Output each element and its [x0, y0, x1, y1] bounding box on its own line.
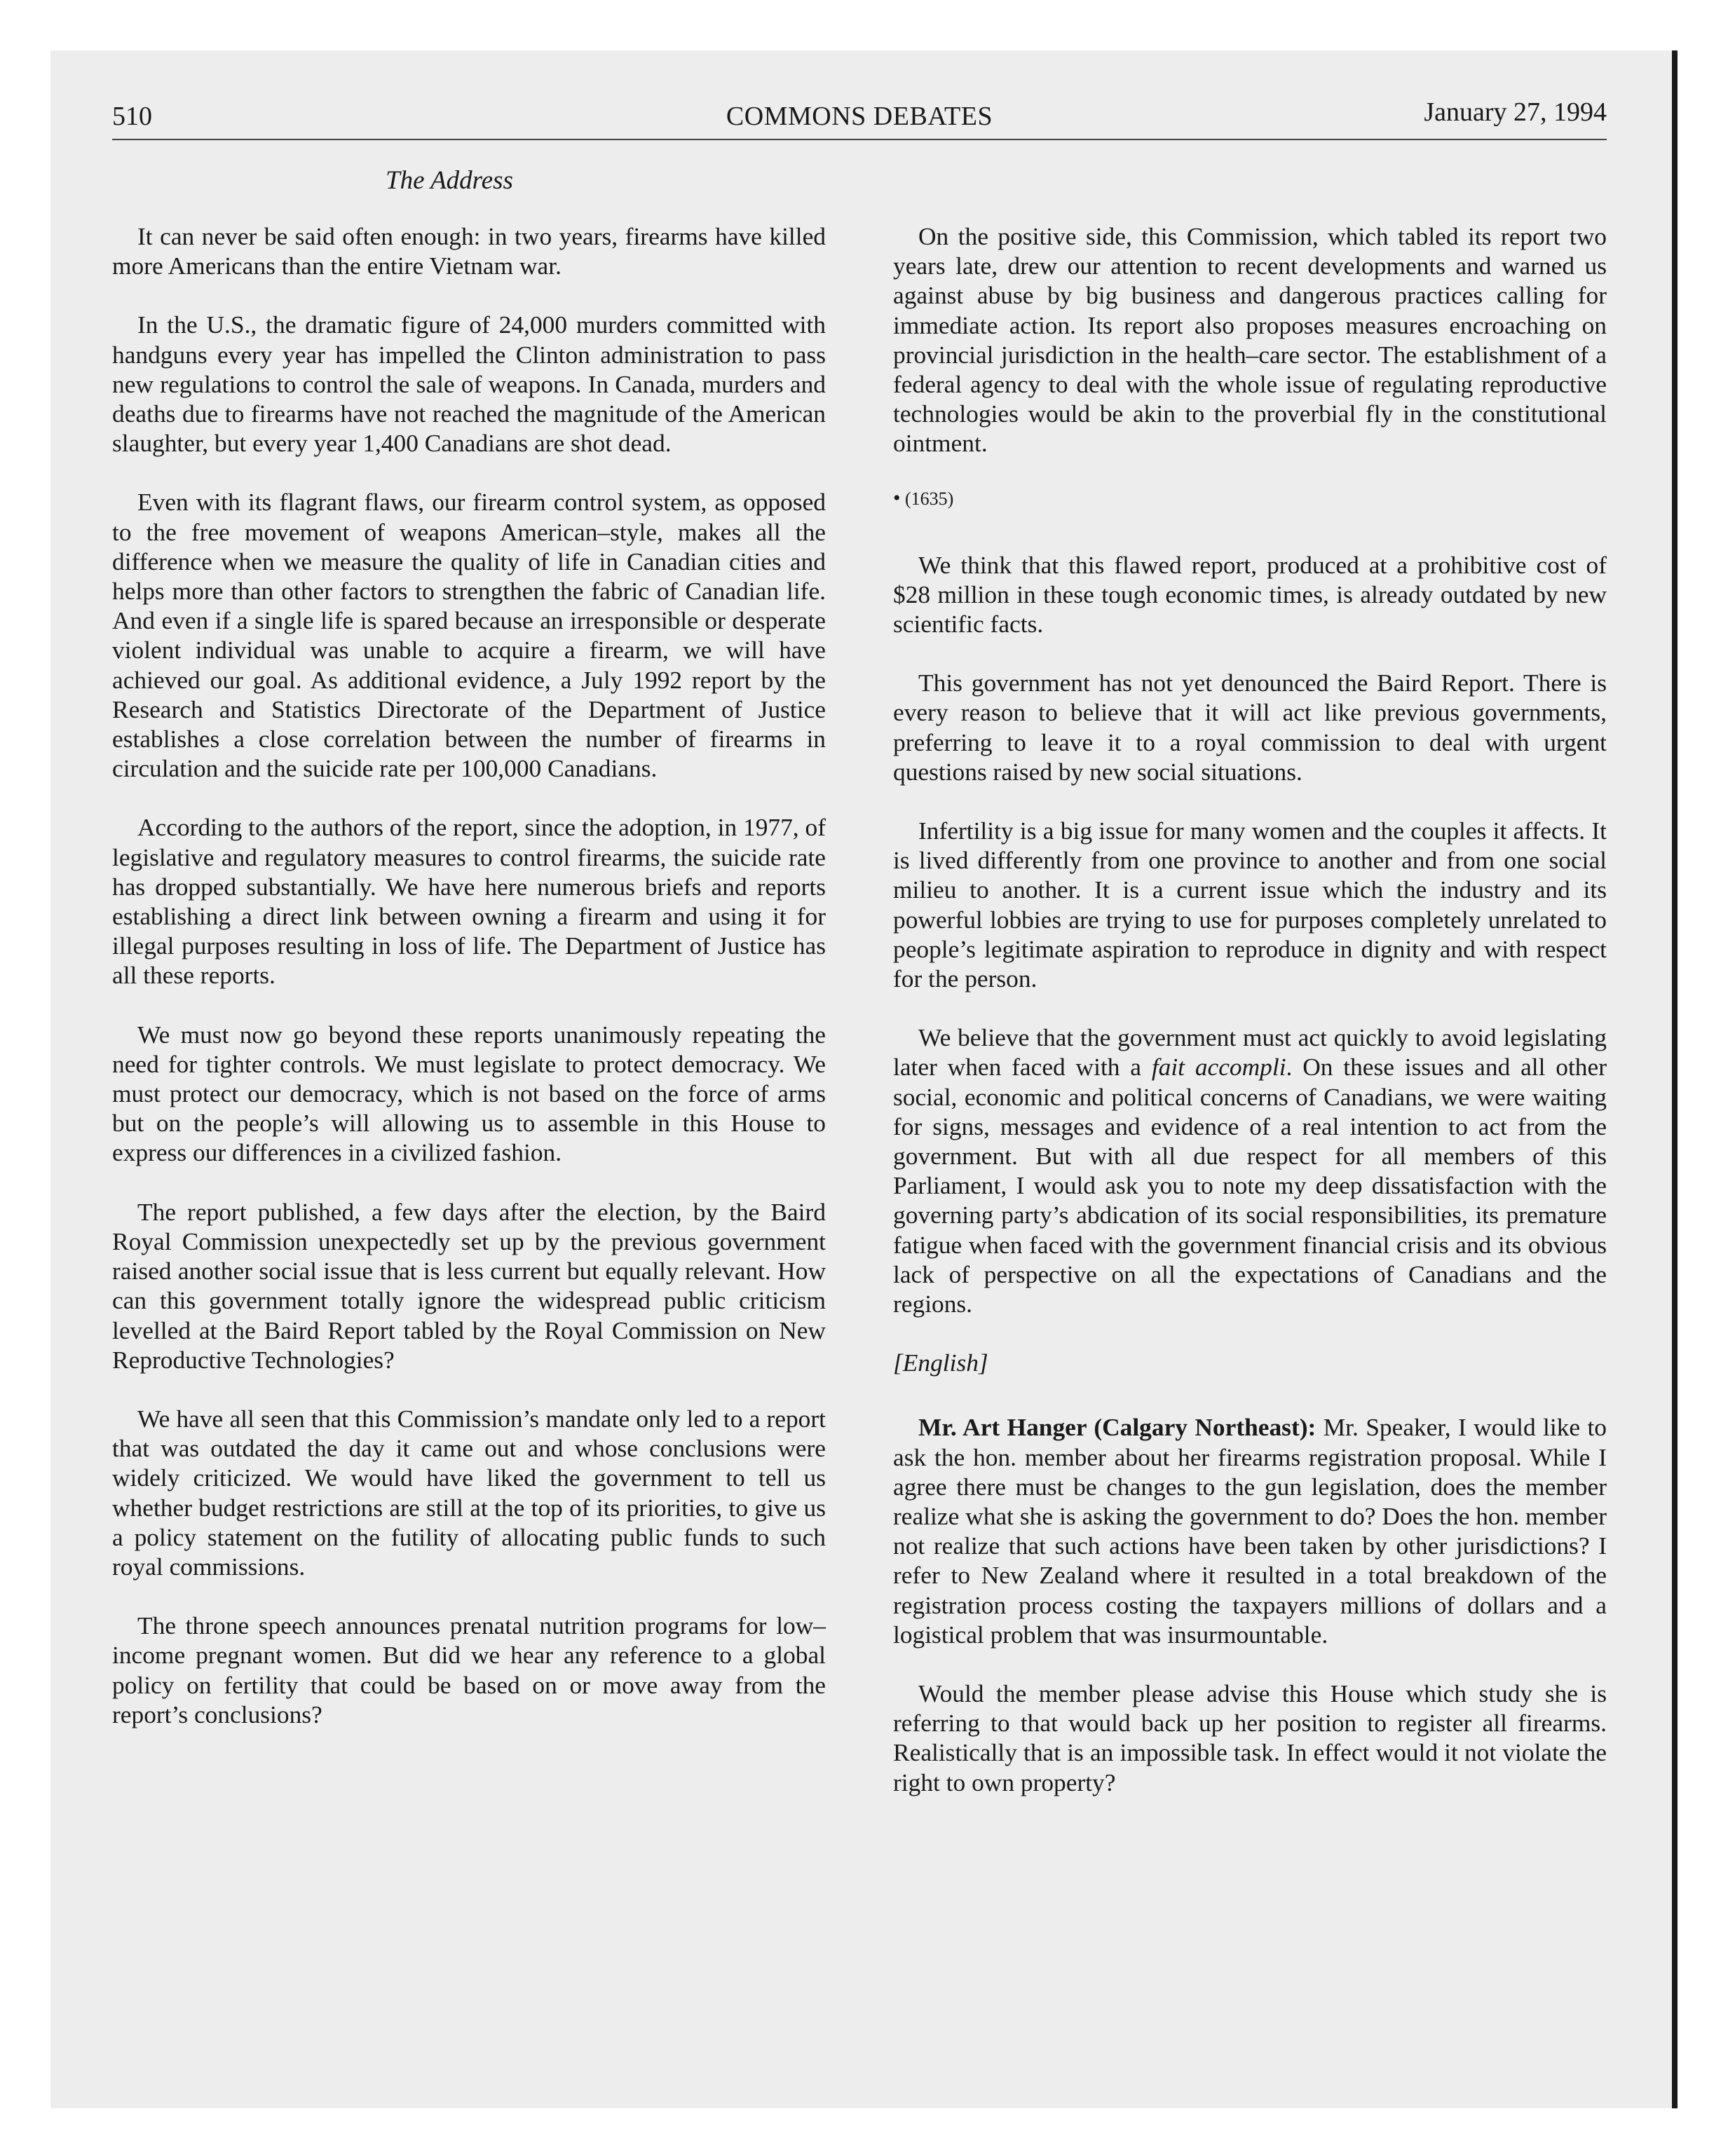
paragraph — [893, 1023, 1607, 1318]
time-marker — [893, 488, 1607, 510]
paragraph: Infertility is a big issue for many women and the couples it affects. It is lived differently from one province to another and from one social milieu to another. It is a current issue which the industry and its powerful lobbies are trying to use for purposes completely unrelated to people’s legitimate aspiration to reproduce in dignity and with respect for the person. — [893, 817, 1607, 993]
right-column — [893, 221, 1607, 1827]
italic-phrase: fait accompli — [1151, 1053, 1286, 1082]
paragraph — [893, 1412, 1607, 1649]
paragraph: On the positive side, this Commission, which tabled its report two years late, drew our attention to recent developments and warned us against abuse by big business and dangerous practices calling for immediate action. Its report also proposes measures encroaching on provincial jurisdiction in the health–care sector. The establishment of a federal agency to deal with the whole issue of regulating reproductive technologies would be akin to the proverbial fly in the constitutional ointment. — [893, 222, 1607, 458]
paragraph: In the U.S., the dramatic figure of 24,000 murders committed with handguns every year has impelled the Clinton administration to pass new regulations to control the sale of weapons. In Canada, murders and deaths due to firearms have not reached the magnitude of the American slaughter, but every year 1,400 Canadians are shot dead. — [112, 311, 826, 458]
paragraph: The throne speech announces prenatal nutrition programs for low–income pregnant women. But did we hear any reference to a global policy on fertility that could be based on or move away from the report’s conclusions? — [112, 1611, 826, 1728]
page-number: 510 — [112, 102, 152, 131]
left-column — [112, 221, 826, 1759]
paragraph: Would the member please advise this House which study she is referring to that would back up her position to register all firearms. Realistically that is an impossible task. In effect would it not violate the right to own property? — [893, 1679, 1607, 1796]
issue-date: January 27, 1994 — [1424, 97, 1607, 127]
scanned-page-background — [50, 50, 1677, 2108]
bullet-icon: • — [893, 486, 901, 510]
paragraph: It can never be said often enough: in two years, firearms have killed more Americans than the entire Vietnam war. — [112, 222, 826, 280]
journal-title: COMMONS DEBATES — [726, 102, 993, 131]
language-tag: [English] — [893, 1349, 988, 1377]
speaker-name: Mr. Art Hanger (Calgary Northeast): — [918, 1413, 1316, 1442]
paragraph-text: Mr. Speaker, I would like to ask the hon. member about her firearms registration proposal. While I agree there must be changes to the gun legislation, does the member realize what she is asking the government to do? Does the hon. member not realize that such actions have been taken by other jurisdictions? I refer to New Zealand where it resulted in a total breakdown of the registration process costing the taxpayers millions of dollars and a logistical problem that was insurmountable. — [893, 1413, 1607, 1649]
paragraph: We must now go beyond these reports unanimously repeating the need for tighter controls. We must legislate to protect democracy. We must protect our democracy, which is not based on the force of arms but on the people’s will allowing us to assemble in this House to express our differences in a civilized fashion. — [112, 1020, 826, 1167]
paragraph: We have all seen that this Commission’s mandate only led to a report that was outdated the day it came out and whose conclusions were widely criticized. We would have liked the government to tell us whether budget restrictions are still at the top of its priorities, to give us a policy statement on the futility of allocating public funds to such royal commissions. — [112, 1404, 826, 1581]
section-title: The Address — [386, 166, 513, 195]
paragraph-text: We believe that the government must act quickly to avoid legislating later when faced with a — [893, 1023, 1607, 1082]
paragraph: This government has not yet denounced the Baird Report. There is every reason to believe that it will act like previous governments, preferring to leave it to a royal commission to deal with urgent questions raised by new social situations. — [893, 669, 1607, 786]
paragraph-text: . On these issues and all other social, economic and political concerns of Canadians, we were waiting for signs, messages and evidence of a real intention to act from the government. But with all due respect for all members of this Parliament, I would ask you to note my deep dissatisfaction with the governing party’s abdication of its social responsibilities, its premature fatigue when faced with the government financial crisis and its obvious lack of perspective on all the expectations of Canadians and the regions. — [893, 1053, 1607, 1318]
paragraph: We think that this flawed report, produced at a prohibitive cost of $28 million in these tough economic times, is already outdated by new scientific facts. — [893, 550, 1607, 639]
paragraph: The report published, a few days after the election, by the Baird Royal Commission unexpectedly set up by the previous government raised another social issue that is less current but equally relevant. How can this government totally ignore the widespread public criticism levelled at the Baird Report tabled by the Royal Commission on New Reproductive Technologies? — [112, 1197, 826, 1374]
paragraph: According to the authors of the report, since the adoption, in 1977, of legislative and regulatory measures to control firearms, the suicide rate has dropped substantially. We have here numerous briefs and reports establishing a direct link between owning a firearm and using it for illegal purposes resulting in loss of life. The Department of Justice has all these reports. — [112, 813, 826, 990]
scan-edge-bar — [1672, 50, 1678, 2108]
paragraph: Even with its flagrant flaws, our firearm control system, as opposed to the free movement of weapons American–style, makes all the difference when we measure the quality of life in Canadian cities and helps more than other factors to strengthen the fabric of Canadian life. And even if a single life is spared because an irresponsible or desperate violent individual was unable to acquire a firearm, we will have achieved our goal. As additional evidence, a July 1992 report by the Research and Statistics Directorate of the Department of Justice establishes a close correlation between the number of firearms in circulation and the suicide rate per 100,000 Canadians. — [112, 488, 826, 783]
running-header — [112, 97, 1607, 140]
time-stamp: (1635) — [905, 488, 954, 509]
page — [112, 97, 1607, 2087]
